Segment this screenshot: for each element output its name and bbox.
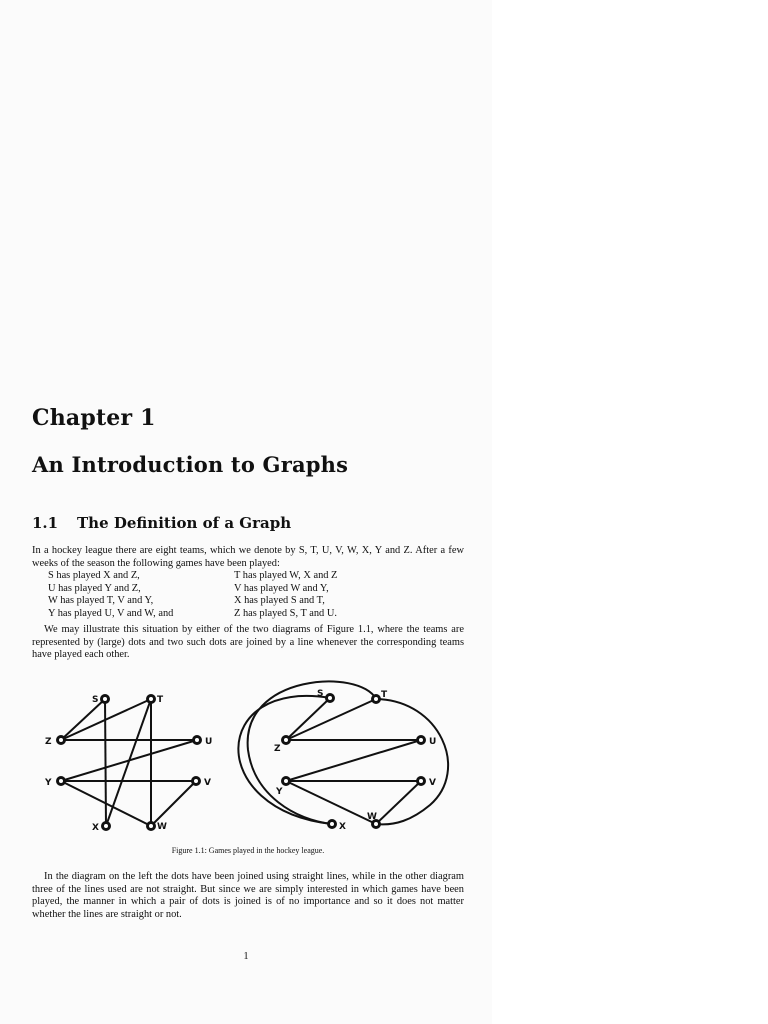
figure-caption: Figure 1.1: Games played in the hockey league.: [171, 846, 325, 855]
games-entry: Z has played S, T and U.: [234, 607, 337, 619]
label-y: Y: [45, 778, 52, 788]
paragraph-illustrate: We may illustrate this situation by either of the two diagrams of Figure 1.1, where the teams are represented by (large) dots and two such dots are joined by a line whenever the corresponding teams have played each other.: [32, 624, 464, 661]
label-w-right: W: [367, 812, 377, 822]
label-t: T: [157, 695, 164, 705]
vertex-u: [194, 737, 201, 744]
games-row: [32, 583, 472, 596]
vertex-x-right: [329, 821, 336, 828]
section-title: The Definition of a Graph: [77, 514, 292, 532]
label-w: W: [157, 822, 167, 832]
paragraph-explanation: In the diagram on the left the dots have been joined using straight lines, while in the other diagram three of the lines used are not straight. But since we are simply interested in which games have been played, the manner in which a pair of dots is joined is of no importance and so it does not matter whether the lines are straight or not.: [32, 871, 464, 920]
games-entry: Y has played U, V and W, and: [48, 607, 174, 619]
label-z: Z: [45, 737, 52, 747]
label-z-right: Z: [274, 744, 281, 754]
label-v-right: V: [429, 778, 436, 788]
edge-v-w-right: [376, 781, 421, 824]
vertex-w: [148, 823, 155, 830]
vertex-u-right: [418, 737, 425, 744]
vertex-s: [102, 696, 109, 703]
label-y-right: Y: [276, 787, 283, 797]
label-v: V: [204, 778, 211, 788]
games-entry: V has played W and Y,: [234, 582, 329, 594]
label-u: U: [205, 737, 213, 747]
games-entry: X has played S and T,: [234, 595, 325, 607]
section-heading: [32, 514, 291, 532]
edge-t-x-curved: [248, 681, 376, 824]
label-t-right: T: [381, 690, 388, 700]
edge-t-z-right: [286, 699, 376, 740]
paragraph-intro: In a hockey league there are eight teams, which we denote by S, T, U, V, W, X, Y and Z. After a few weeks of the season the following games have been played:: [32, 545, 464, 569]
games-row: [32, 595, 472, 608]
games-entry: S has played X and Z,: [48, 570, 140, 581]
vertex-t: [148, 696, 155, 703]
vertex-v-right: [418, 778, 425, 785]
games-entry: T has played W, X and Z: [234, 570, 338, 581]
label-u-right: U: [429, 737, 437, 747]
chapter-heading: Chapter 1: [32, 405, 156, 431]
label-s-right: S: [317, 689, 324, 699]
vertex-s-right: [327, 695, 334, 702]
edge-v-w: [151, 781, 196, 826]
figure-graph-diagrams: [0, 680, 492, 840]
label-s: S: [92, 695, 99, 705]
edge-s-z-right: [286, 698, 330, 740]
chapter-title: An Introduction to Graphs: [32, 452, 349, 477]
vertex-t-right: [373, 696, 380, 703]
edge-s-x: [105, 699, 106, 826]
games-entry: W has played T, V and Y,: [48, 595, 154, 607]
page-number: 1: [243, 951, 249, 962]
label-x: X: [92, 823, 99, 833]
games-row: [32, 570, 472, 583]
right-graph: [238, 681, 448, 832]
vertex-z: [58, 737, 65, 744]
vertex-y-right: [283, 778, 290, 785]
edge-s-x-curved: [238, 696, 332, 824]
games-entry: U has played Y and Z,: [48, 582, 141, 594]
left-graph: [44, 695, 212, 833]
section-number: 1.1: [32, 514, 59, 532]
games-list: [32, 570, 472, 620]
label-x-right: X: [339, 822, 346, 832]
edge-u-y: [61, 740, 197, 781]
edge-t-w-curved: [376, 699, 448, 824]
vertex-v: [193, 778, 200, 785]
vertex-y: [58, 778, 65, 785]
vertex-x: [103, 823, 110, 830]
games-row: [32, 608, 472, 621]
edge-s-z: [61, 699, 105, 740]
vertex-z-right: [283, 737, 290, 744]
edge-u-y-right: [286, 740, 421, 781]
